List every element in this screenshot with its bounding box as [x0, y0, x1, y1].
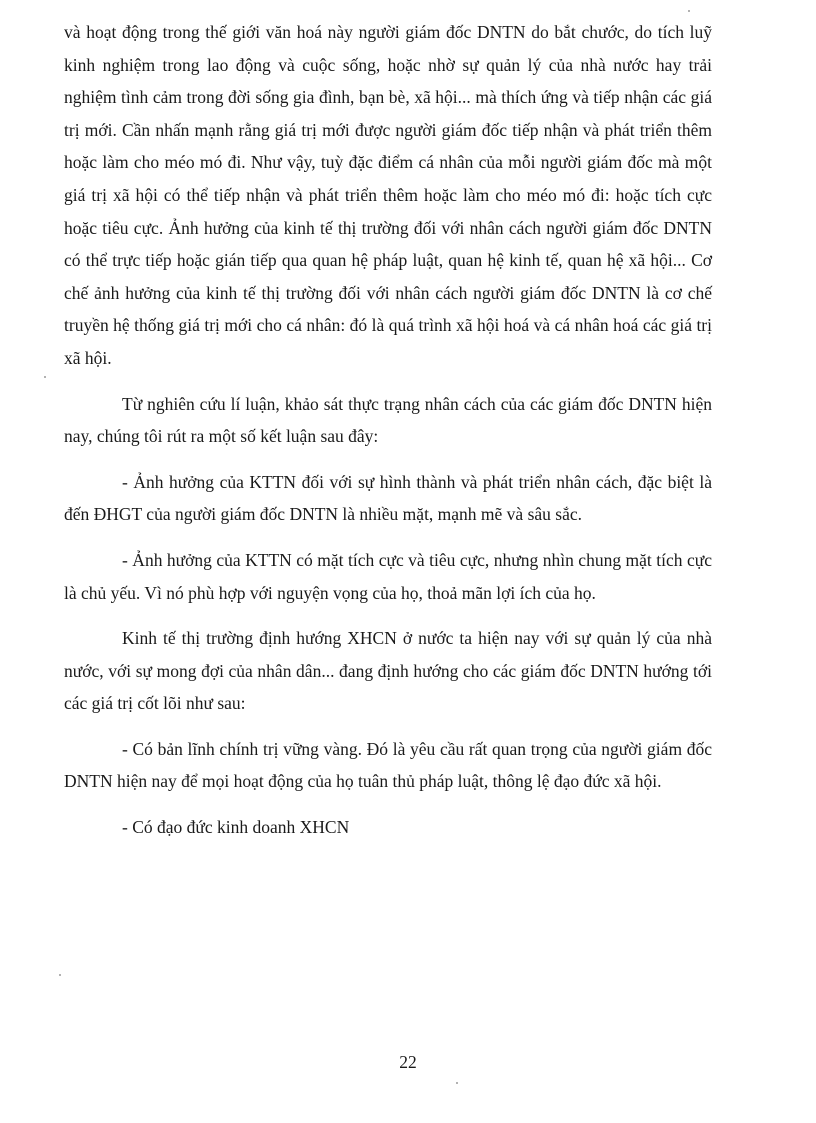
paragraph-5: Kinh tế thị trường định hướng XHCN ở nước ta hiện nay với sự quản lý của nhà nước, với sự mong đợi của nhân dân... đang định hướng cho các giám đốc DNTN hướng tới các giá trị cốt lõi như sau: [64, 628, 712, 714]
paragraph-1: và hoạt động trong thế giới văn hoá này người giám đốc DNTN do bắt chước, do tích luỹ kinh nghiệm trong lao động và cuộc sống, hoặc nhờ sự quản lý của nhà nước hay trải nghiệm tình cảm trong đời sống gia đình, bạn bè, xã hội... mà thích ứng và tiếp nhận các giá trị mới. Cần nhấn mạnh rằng giá trị mới được người giám đốc tiếp nhận và phát triển thêm hoặc làm cho méo mó đi. Như vậy, tuỳ đặc điểm cá nhân của mỗi người giám đốc mà một giá trị xã hội có thể tiếp nhận và phát triển thêm hoặc làm cho méo mó đi: hoặc tích cực hoặc tiêu cực. Ảnh hưởng của kinh tế thị trường đối với nhân cách người giám đốc DNTN có thể trực tiếp hoặc gián tiếp qua quan hệ pháp luật, quan hệ kinh tế, quan hệ xã hội... Cơ chế ảnh hưởng của kinh tế thị trường đối với nhân cách người giám đốc DNTN là cơ chế truyền hệ thống giá trị mới cho cá nhân: đó là quá trình xã hội hoá và cá nhân hoá các giá trị xã hội. [64, 22, 712, 368]
page-number: 22 [399, 1052, 417, 1072]
paragraph-6: - Có bản lĩnh chính trị vững vàng. Đó là yêu cầu rất quan trọng của người giám đốc DNTN hiện nay để mọi hoạt động của họ tuân thủ pháp luật, thông lệ đạo đức xã hội. [64, 738, 712, 792]
paragraph-7: - Có đạo đức kinh doanh XHCN [122, 817, 350, 838]
body-text [64, 16, 712, 857]
scan-speck [59, 974, 61, 976]
paragraph-3: - Ảnh hưởng của KTTN đối với sự hình thành và phát triển nhân cách, đặc biệt là đến ĐHGT của người giám đốc DNTN là nhiều mặt, mạnh mẽ và sâu sắc. [64, 471, 712, 525]
scan-speck [44, 376, 46, 378]
scan-speck [456, 1082, 458, 1084]
paragraph-4: - Ảnh hưởng của KTTN có mặt tích cực và tiêu cực, nhưng nhìn chung mặt tích cực là chủ yếu. Vì nó phù hợp với nguyện vọng của họ, thoả mãn lợi ích của họ. [64, 549, 712, 603]
paragraph-2: Từ nghiên cứu lí luận, khảo sát thực trạng nhân cách của các giám đốc DNTN hiện nay, chúng tôi rút ra một số kết luận sau đây: [64, 393, 712, 447]
scan-speck [688, 10, 690, 12]
